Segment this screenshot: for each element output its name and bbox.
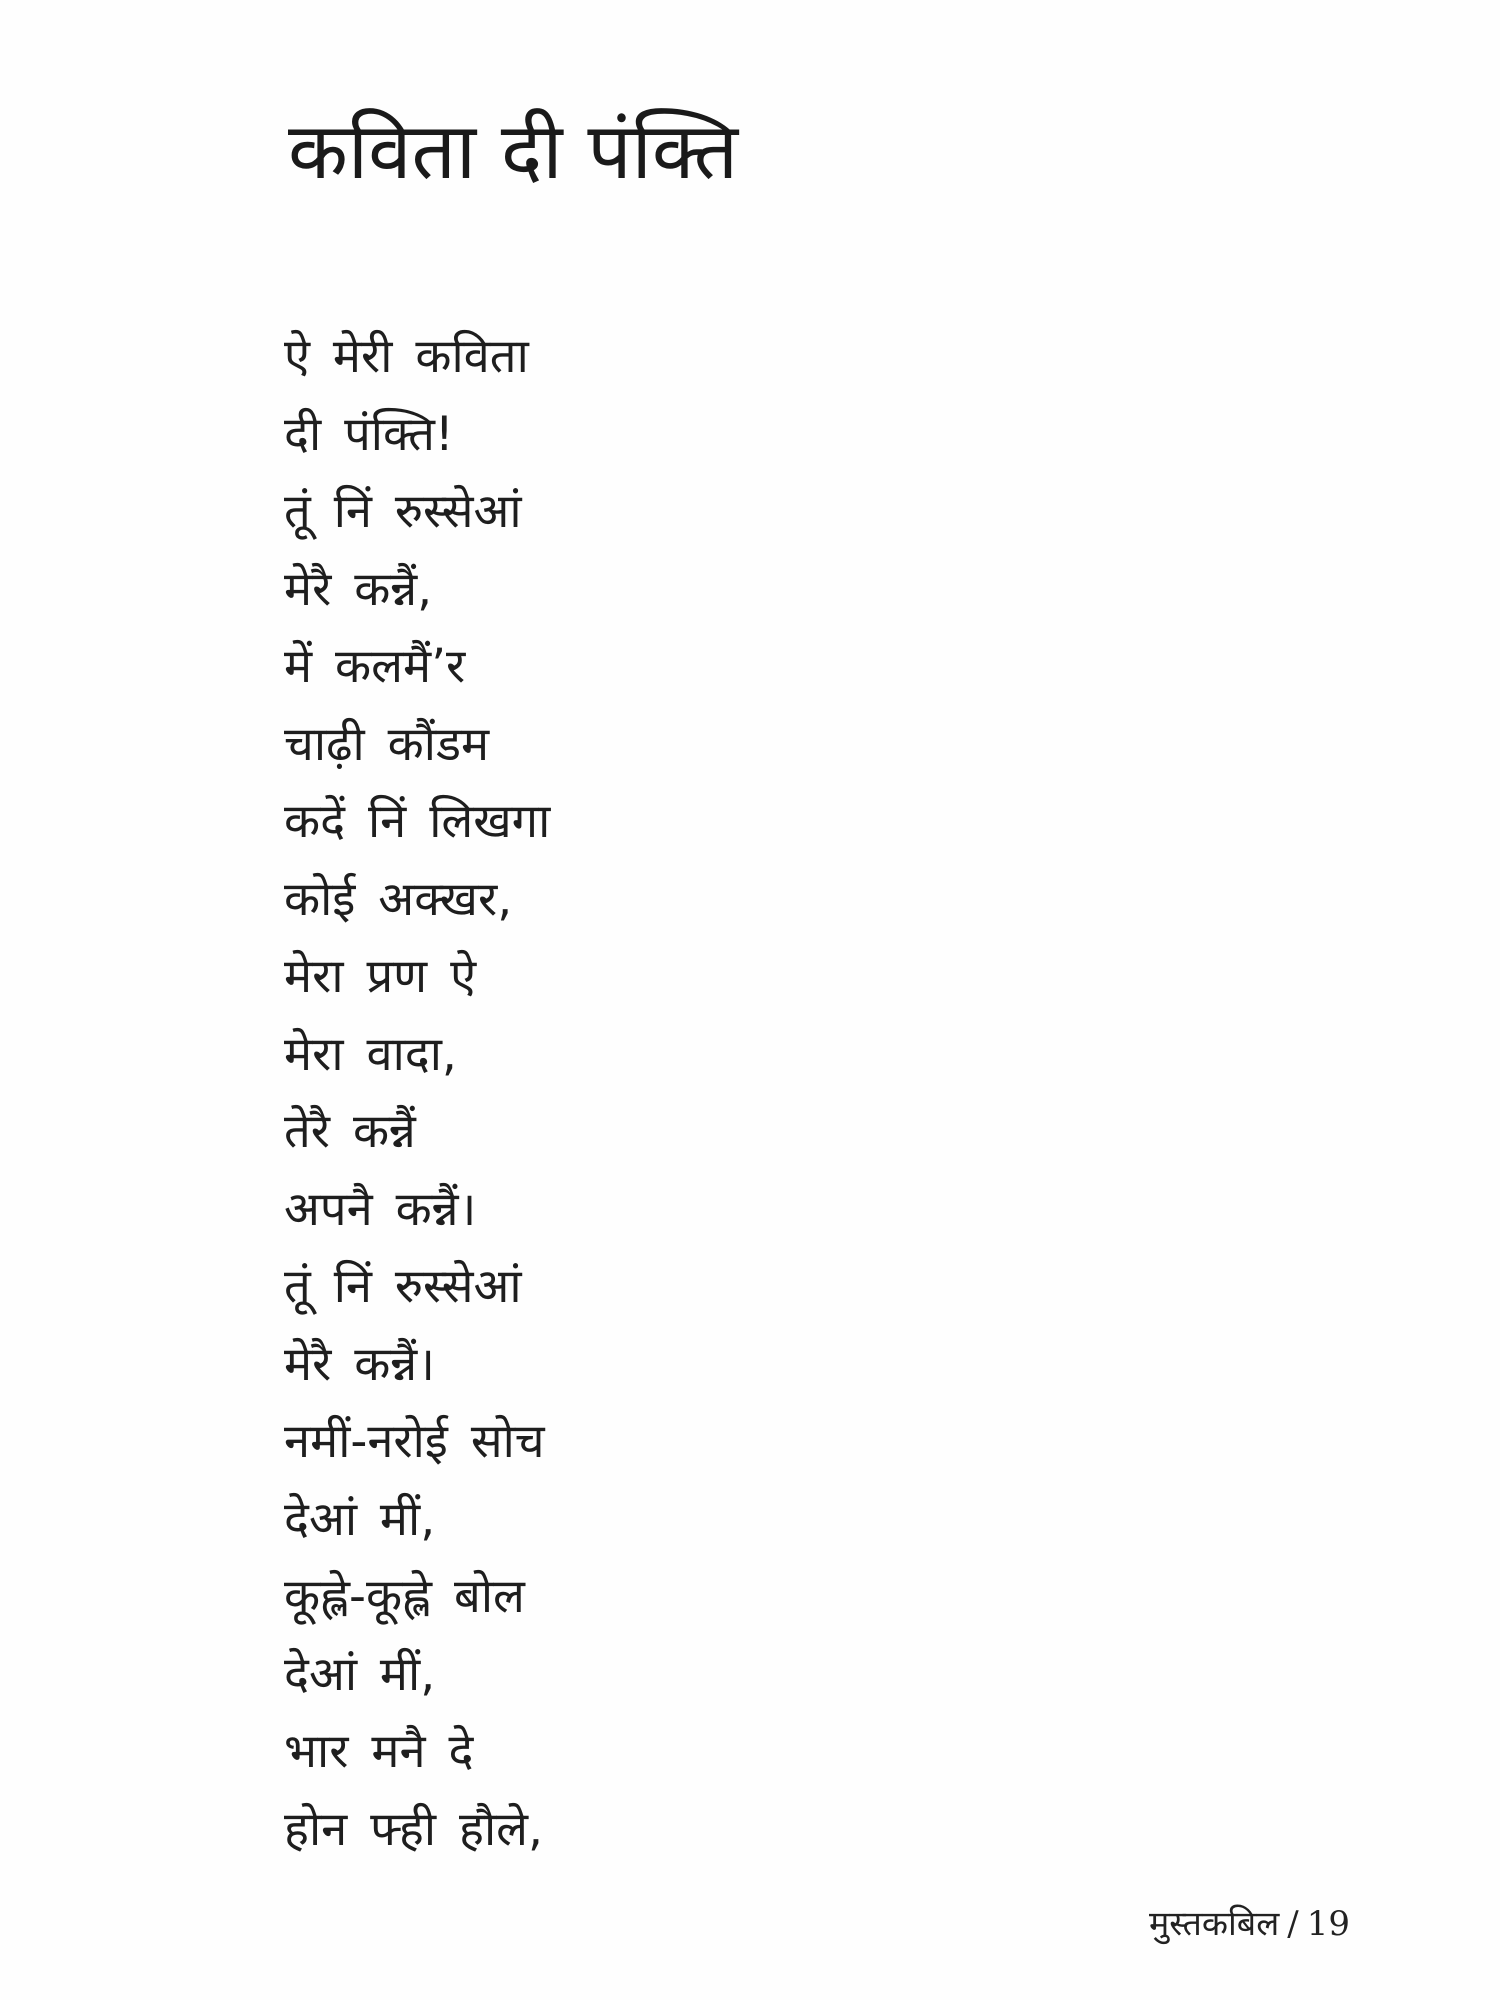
poem-line: मेरै कन्नैं, [284, 561, 433, 617]
poem-line: भार मनै दे [284, 1724, 474, 1779]
poem-line: अपनै कन्नैं। [284, 1181, 477, 1237]
poem-line: में कलमैं’र [284, 639, 466, 694]
poem-line: दी पंक्ति! [284, 406, 454, 462]
poem-line: मेरा वादा, [284, 1026, 457, 1082]
poem-line: देआं मीं, [284, 1491, 436, 1547]
poem-line: कदें निं लिखगा [284, 794, 551, 849]
poem-line: चाढ़ी कौंडम [284, 716, 490, 772]
poem-title: कविता दी पंक्ति [288, 107, 739, 197]
poem-line: तूं निं रुस्सेआं [284, 1259, 522, 1314]
poem-line: कोई अक्खर, [284, 871, 513, 927]
running-book-title: मुस्तकबिल [1148, 1904, 1280, 1944]
poem-line: मेरा प्रण ऐ [284, 949, 477, 1004]
poem-line: ऐ मेरी कविता [284, 329, 529, 384]
page-footer [1149, 1904, 1350, 1945]
poem-line: देआं मीं, [284, 1646, 436, 1702]
poem-line: मेरै कन्नैं। [284, 1336, 435, 1392]
poem-line: नमीं-नरोई सोच [284, 1414, 545, 1469]
poem-line: होन फ्ही हौले, [284, 1801, 543, 1857]
poem-line: तेरै कन्नैं [284, 1104, 416, 1159]
poem-body [284, 318, 550, 1868]
footer-separator: / [1287, 1904, 1299, 1944]
page-number: 19 [1306, 1904, 1350, 1944]
poem-line: कूह्ले-कूह्ले बोल [284, 1569, 525, 1624]
poem-line: तूं निं रुस्सेआं [284, 484, 522, 539]
